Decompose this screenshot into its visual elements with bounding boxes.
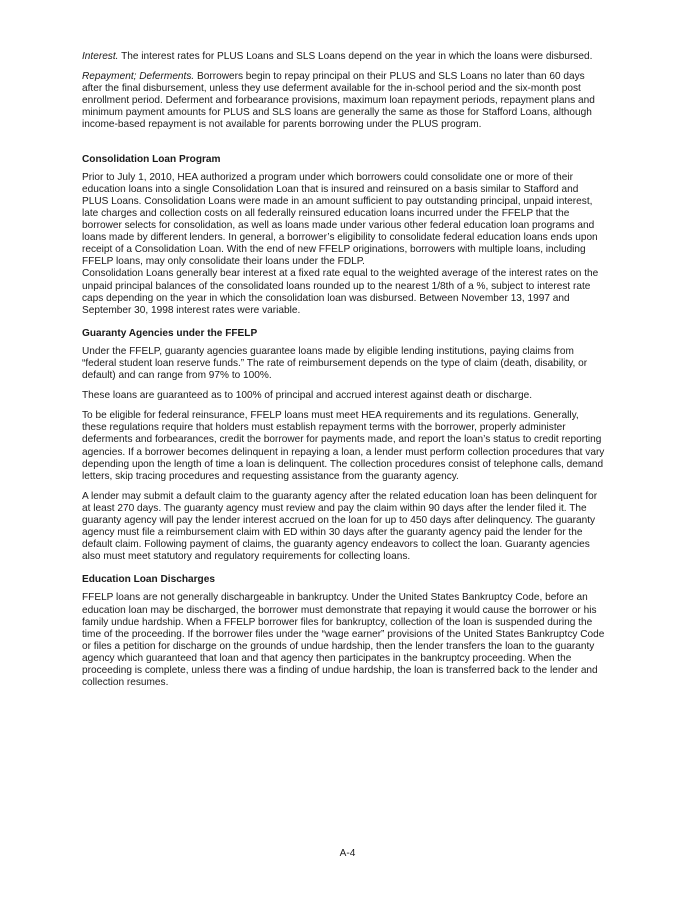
guaranty-paragraph-4: A lender may submit a default claim to the guaranty agency after the related education loan has been delinquent for at least 270 days. The guaranty agency must review and pay the claim within 90 days after the lender filed it. The guaranty agency will pay the lender interest accrued on the loan for up to 450 days after delinquency. The guaranty agency must file a reimbursement claim with ED within 30 days after the guaranty agency paid the lender for the default claim. Following payment of claims, the guaranty agency endeavors to collect the loan. Guaranty agencies also must meet statutory and regulatory requirements for collecting loans. xyxy=(82,490,598,563)
guaranty-paragraph-3: To be eligible for federal reinsurance, FFELP loans must meet HEA requirements and its regulations. Generally, these regulations require that holders must establish repayment terms with the borrower, properly administer deferments and forbearances, credit the borrower for payments made, and report the loan’s status to credit reporting agencies. If a borrower becomes delinquent in repaying a loan, a lender must perform collection procedures that vary depending upon the length of time a loan is delinquent. The collection procedures consist of telephone calls, demand letters, skip tracing procedures and requesting assistance from the guaranty agency. xyxy=(82,410,605,482)
page-number: A-4 xyxy=(339,848,356,859)
interest-paragraph xyxy=(82,51,606,63)
interest-lead: Interest. xyxy=(82,51,119,62)
interest-text: The interest rates for PLUS Loans and SLS Loans depend on the year in which the loans were disbursed. xyxy=(118,51,593,62)
repayment-text: Borrowers begin to repay principal on their PLUS and SLS Loans no later than 60 days after the final disbursement, unless they use deferment available for the in-school period and the six-month post enrollment period. Deferment and forbearance provisions, maximum loan repayment periods, repayment plans and minimum payment amounts for PLUS and SLS loans are generally the same as those for Stafford Loans, although income-based repayment is not available for parents borrowing under the PLUS program. xyxy=(82,71,595,131)
document-body xyxy=(82,51,606,700)
discharges-paragraph-1: FFELP loans are not generally dischargeable in bankruptcy. Under the United States Bankruptcy Code, before an education loan may be discharged, the borrower must demonstrate that repaying it would cause the borrower or his family undue hardship. When a FFELP borrower files for bankruptcy, collection of the loan is suspended during the time of the proceeding. If the borrower files under the “wage earner” provisions of the United States Bankruptcy Code or files a petition for discharge on the grounds of undue hardship, then the lender transfers the loan to the guaranty agency which guaranteed that loan and that agency then participates in the bankruptcy proceeding. When the proceeding is complete, unless there was a finding of undue hardship, the loan is transferred back to the lender and collection resumes. xyxy=(82,592,605,689)
repayment-lead: Repayment; Deferments. xyxy=(82,71,195,83)
guaranty-section xyxy=(82,328,606,564)
consolidation-section xyxy=(82,154,606,317)
discharges-heading: Education Loan Discharges xyxy=(82,574,215,586)
repayment-paragraph xyxy=(82,71,606,131)
consolidation-paragraph-1: Prior to July 1, 2010, HEA authorized a program under which borrowers could consolidate one or more of their education loans into a single Consolidation Loan that is insured and reinsured on a basis similar to Stafford and PLUS Loans. Consolidation Loans were made in an amount sufficient to pay outstanding principal, unpaid interest, late charges and collection costs on all federally reinsured education loans incurred under the FFELP that the borrower selects for consolidation, as well as loans made under various other federal education loan programs and loans made by different lenders. In general, a borrower’s eligibility to consolidate federal education loans ends upon receipt of a Consolidation Loan. With the end of new FFELP originations, borrowers with multiple loans, including FFELP loans, may only consolidate their loans under the FDLP. xyxy=(82,171,598,268)
discharges-section xyxy=(82,574,606,689)
guaranty-heading: Guaranty Agencies under the FFELP xyxy=(82,327,258,339)
consolidation-heading: Consolidation Loan Program xyxy=(82,153,221,165)
consolidation-paragraph-2: Consolidation Loans generally bear interest at a fixed rate equal to the weighted average of the interest rates on the unpaid principal balances of the consolidated loans rounded up to the nearest 1/8th of a %, subject to interest rate caps depending on the year in which the consolidation loan was disbursed. Between November 13, 1997 and September 30, 1998 interest rates were variable. xyxy=(82,268,599,316)
guaranty-paragraph-1: Under the FFELP, guaranty agencies guarantee loans made by eligible lending institutions, paying claims from “federal student loan reserve funds.” The rate of reimbursement depends on the type of claim (death, disability, or default) and can range from 97% to 100%. xyxy=(82,345,588,382)
guaranty-paragraph-2: These loans are guaranteed as to 100% of principal and accrued interest against death or discharge. xyxy=(82,390,533,402)
